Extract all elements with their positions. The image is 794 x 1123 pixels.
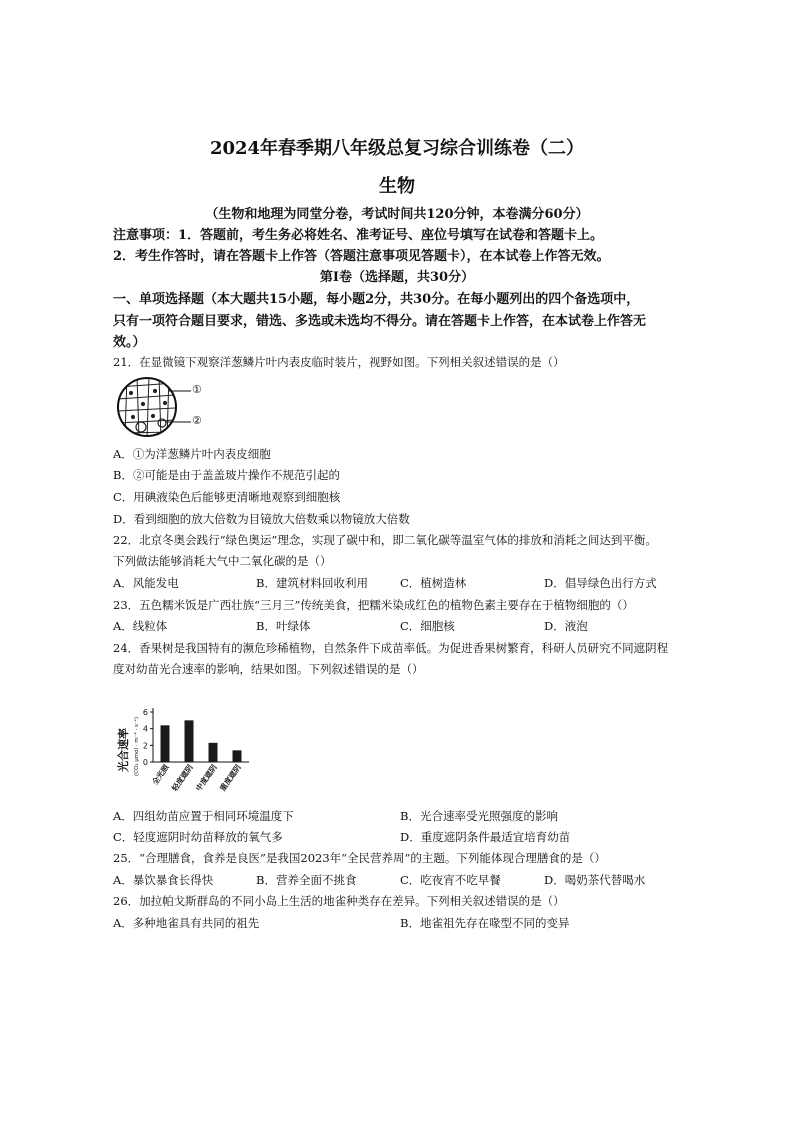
chart-category-label: 中度遮阴 xyxy=(194,762,219,793)
q23-option-d: D．液泡 xyxy=(544,619,588,633)
q22-option-d: D．倡导绿色出行方式 xyxy=(544,576,657,590)
chart-y-tick-label: 4 xyxy=(142,724,148,734)
q24-stem-line-2: 度对幼苗光合速率的影响，结果如图。下列叙述错误的是（） xyxy=(113,662,424,676)
q24-option-a: A．四组幼苗应置于相同环境温度下 xyxy=(113,809,294,823)
q24-option-b: B．光合速率受光照强度的影响 xyxy=(400,809,558,823)
shade-chart xyxy=(113,700,273,800)
q22-option-a: A．风能发电 xyxy=(113,576,179,590)
q21-stem: 21．在显微镜下观察洋葱鳞片叶内表皮临时装片，视野如图。下列相关叙述错误的是（） xyxy=(113,355,565,369)
q23-option-c: C．细胞核 xyxy=(400,619,455,633)
shade-chart-svg xyxy=(113,700,273,800)
q21-label-1: ① xyxy=(192,383,202,396)
chart-bar xyxy=(185,720,194,762)
exam-note: （生物和地理为同堂分卷，考试时间共120分钟，本卷满分60分） xyxy=(205,207,589,222)
q24-option-c: C．轻度遮阴时幼苗释放的氧气多 xyxy=(113,830,283,844)
chart-category-label: 轻度遮阴 xyxy=(170,762,195,793)
q26-option-a: A．多种地雀具有共同的祖先 xyxy=(113,916,260,930)
q22-option-c: C．植树造林 xyxy=(400,576,467,590)
q24-stem-line-1: 24．香果树是我国特有的濒危珍稀植物，自然条件下成苗率低。为促进香果树繁育，科研人员研究不同遮阴程 xyxy=(113,641,669,655)
part-heading: 第Ⅰ卷（选择题，共30分） xyxy=(319,270,475,285)
q23-option-b: B．叶绿体 xyxy=(256,619,311,633)
q25-stem: 25．“合理膳食，食养是良医”是我国2023年“全民营养周”的主题。下列能体现合理膳食的是（） xyxy=(113,851,606,865)
chart-bar xyxy=(209,743,218,762)
q21-option-a: A．①为洋葱鳞片叶内表皮细胞 xyxy=(113,447,271,461)
q26-option-b: B．地雀祖先存在喙型不同的变异 xyxy=(400,916,570,930)
q21-option-c: C．用碘液染色后能够更清晰地观察到细胞核 xyxy=(113,490,341,504)
section-instruction-1: 一、单项选择题（本大题共15小题，每小题2分，共30分。在每小题列出的四个备选项中， xyxy=(113,292,640,307)
q24-option-d: D．重度遮阴条件最适宜培育幼苗 xyxy=(400,830,571,844)
chart-y-tick-label: 0 xyxy=(142,758,148,767)
chart-yunit: (CO₂ μmol · m⁻² · s⁻¹) xyxy=(134,716,140,776)
q25-option-c: C．吃夜宵不吃早餐 xyxy=(400,873,501,887)
q21-label-2: ② xyxy=(192,414,202,427)
paper-title: 2024年春季期八年级总复习综合训练卷（二） xyxy=(209,138,585,159)
section-instruction-3: 效。） xyxy=(113,335,146,350)
q25-option-a: A．暴饮暴食长得快 xyxy=(113,873,214,887)
notice-line-2: 2．考生作答时，请在答题卡上作答（答题注意事项见答题卡），在本试卷上作答无效。 xyxy=(113,249,610,264)
chart-category-label: 全光照 xyxy=(150,762,171,787)
q21-option-d: D．看到细胞的放大倍数为目镜放大倍数乘以物镜放大倍数 xyxy=(113,512,410,526)
chart-y-tick-label: 6 xyxy=(142,708,148,717)
q25-option-b: B．营养全面不挑食 xyxy=(256,873,357,887)
chart-y-tick-label: 2 xyxy=(142,741,148,751)
chart-bar xyxy=(161,725,170,762)
q23-stem: 23．五色糯米饭是广西壮族“三月三”传统美食，把糯米染成红色的植物色素主要存在于植物细胞的（） xyxy=(113,598,634,612)
notice-line-1: 注意事项：1．答题前，考生务必将姓名、准考证号、座位号填写在试卷和答题卡上。 xyxy=(113,228,604,243)
chart-category-label: 重度遮阴 xyxy=(218,762,243,793)
section-instruction-2: 只有一项符合题目要求，错选、多选或未选均不得分。请在答题卡上作答，在本试卷上作答无 xyxy=(113,314,647,329)
chart-ylabel: 光合速率 xyxy=(117,728,130,772)
subject-title: 生物 xyxy=(379,176,415,197)
q22-option-b: B．建筑材料回收利用 xyxy=(256,576,368,590)
q22-stem-line-1: 22．北京冬奥会践行“绿色奥运”理念，实现了碳中和，即二氧化碳等温室气体的排放和消耗之间达到平衡。 xyxy=(113,533,657,547)
q21-option-b: B．②可能是由于盖盖玻片操作不规范引起的 xyxy=(113,468,340,482)
q26-stem: 26．加拉帕戈斯群岛的不同小岛上生活的地雀种类存在差异。下列相关叙述错误的是（） xyxy=(113,894,565,908)
chart-bar xyxy=(233,750,242,762)
q25-option-d: D．喝奶茶代替喝水 xyxy=(544,873,646,887)
q22-stem-line-2: 下列做法能够消耗大气中二氧化碳的是（） xyxy=(113,554,332,568)
q23-option-a: A．线粒体 xyxy=(113,619,168,633)
